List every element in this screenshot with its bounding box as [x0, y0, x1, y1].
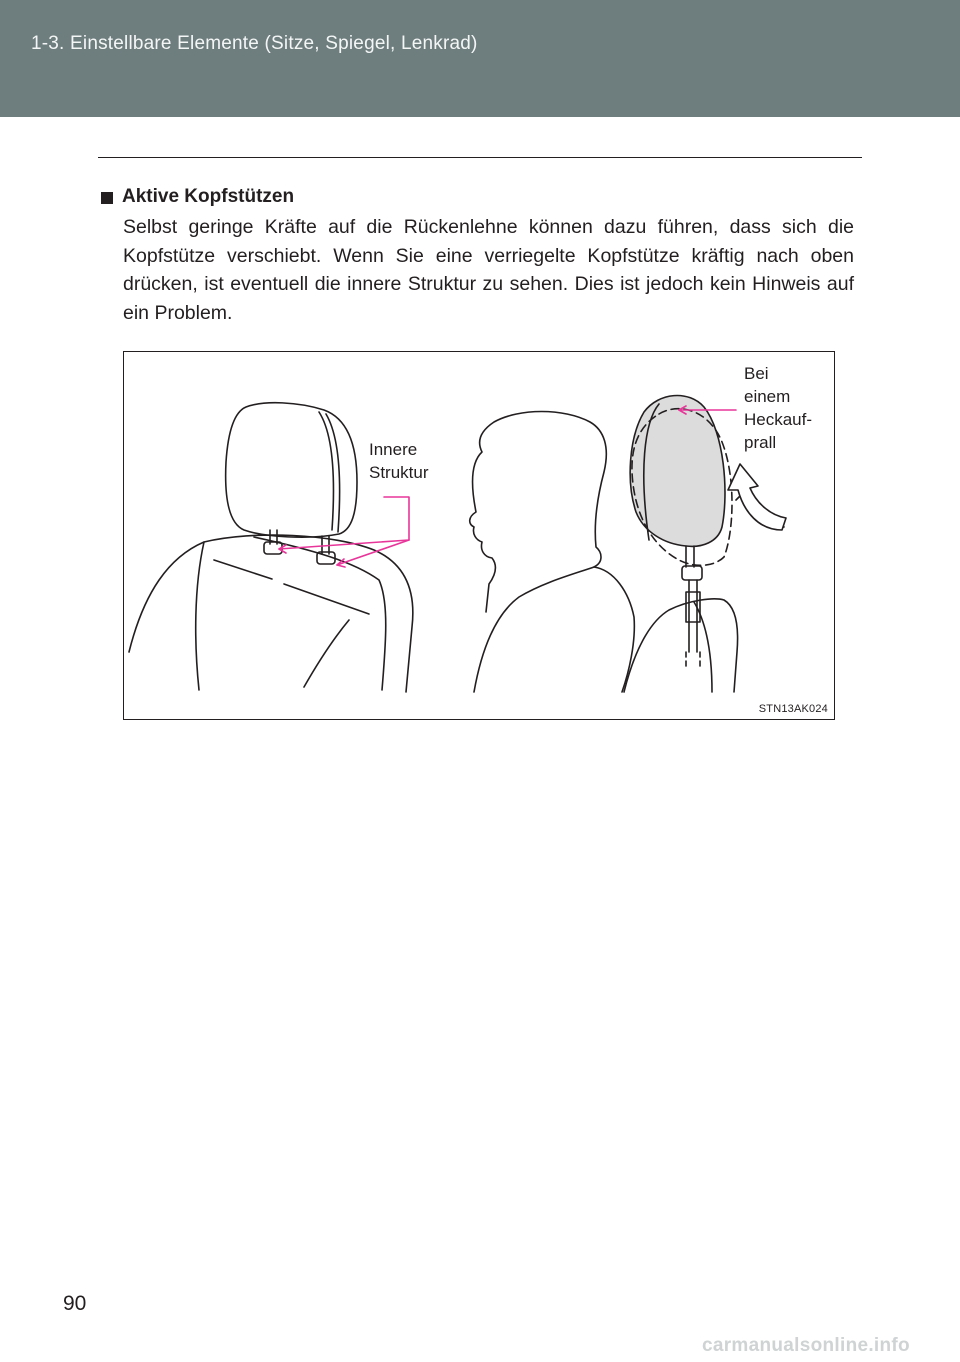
seatback-outline-left [129, 535, 413, 692]
seatback-right [624, 599, 738, 692]
headrest-left-seam [319, 412, 333, 530]
figure-code: STN13AK024 [758, 703, 828, 715]
headrest-left [226, 403, 357, 537]
person-shoulder [594, 567, 634, 692]
seatback-fold [304, 620, 349, 687]
section-body: Selbst geringe Kräfte auf die Rückenlehne können dazu führen, dass sich die Kopfstütze verschiebt. Wenn Sie eine verriegelte Kopfstütze kräftig nach oben drücken, ist eventuell die innere Struktur zu sehen. Dies ist jedoch kein Hinweis auf ein Problem. [123, 216, 854, 324]
label-inner-structure: Innere Struktur [369, 440, 429, 482]
section-heading [101, 186, 294, 208]
stay-rod-right [689, 580, 697, 652]
seatback-seam-left [196, 542, 204, 690]
seatback-stitch-2 [284, 584, 369, 614]
seatback-stitch-1 [214, 560, 272, 579]
section-title: Aktive Kopfstützen [122, 186, 295, 207]
chapter-title: 1-3. Einstellbare Elemente (Sitze, Spiegel, Lenkrad) [31, 33, 478, 54]
header-band [0, 0, 960, 117]
watermark: carmanualsonline.info [702, 1335, 910, 1356]
page-number: 90 [63, 1292, 87, 1315]
curved-arrow-icon [728, 464, 786, 530]
person-outline [470, 412, 607, 693]
header-rule [98, 157, 862, 158]
stay-collar-right [682, 566, 702, 580]
square-bullet-icon [101, 192, 113, 204]
headrest-illustration [123, 351, 835, 720]
illustration-drawing [124, 352, 835, 720]
label-rear-impact: Bei einem Heckauf- prall [744, 364, 813, 452]
stay-lock-right [686, 592, 700, 622]
stay-right-dashed [686, 652, 700, 667]
